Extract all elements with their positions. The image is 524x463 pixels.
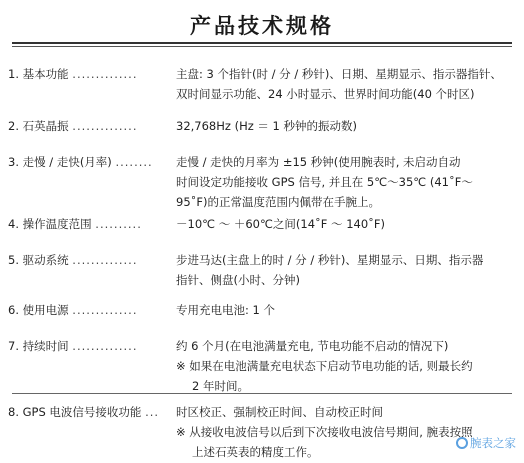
spec-value xyxy=(176,214,516,234)
title-rule-thin xyxy=(12,46,512,47)
title-rule-thick xyxy=(12,42,512,44)
spec-value-line: －10℃ ～ ＋60℃之间(14˚F ～ 140˚F) xyxy=(176,217,386,231)
spec-label: 3. 走慢 / 走快(月率) ........ xyxy=(8,155,153,169)
spec-label: 6. 使用电源 .............. xyxy=(8,303,138,317)
spec-value xyxy=(176,152,516,212)
spec-note-line: 上述石英表的精度工作。 xyxy=(192,445,319,459)
spec-value-line: 32,768Hz (Hz ＝ 1 秒钟的振动数) xyxy=(176,119,358,133)
spec-value-line: 时间设定功能接收 GPS 信号, 并且在 5℃～35℃ (41˚F～ xyxy=(176,175,473,189)
spec-value-line: 指针、侧盘(小时、分钟) xyxy=(176,273,300,287)
spec-value xyxy=(176,250,516,290)
watermark-text: 腕表之家 xyxy=(470,436,516,450)
page-title: 产品技术规格 xyxy=(190,14,334,38)
spec-value-line: 主盘: 3 个指针(时 / 分 / 秒针)、日期、星期显示、指示器指针、 xyxy=(176,67,502,81)
spec-note-line: ※ 从接收电波信号以后到下次接收电波信号期间, 腕表按照 xyxy=(176,425,473,439)
spec-note-line: 2 年时间。 xyxy=(192,379,249,393)
spec-value-line: 步进马达(主盘上的时 / 分 / 秒针)、星期显示、日期、指示器 xyxy=(176,253,484,267)
spec-label: 8. GPS 电波信号接收功能 ... xyxy=(8,405,160,419)
spec-value-line: 双时间显示功能、24 小时显示、世界时间功能(40 个时区) xyxy=(176,87,475,101)
spec-value-line: 专用充电电池: 1 个 xyxy=(176,303,276,317)
title-area xyxy=(0,0,524,52)
section-divider xyxy=(12,393,512,394)
spec-label: 2. 石英晶振 .............. xyxy=(8,119,138,133)
spec-value xyxy=(176,402,516,462)
spec-value xyxy=(176,116,516,136)
spec-value xyxy=(176,64,516,104)
spec-label: 7. 持续时间 .............. xyxy=(8,339,138,353)
spec-value-line: 走慢 / 走快的月率为 ±15 秒钟(使用腕表时, 未启动自动 xyxy=(176,155,461,169)
spec-value xyxy=(176,336,516,396)
watermark-logo-icon xyxy=(456,437,468,449)
spec-value xyxy=(176,300,516,320)
spec-value-line: 95˚F)的正常温度范围内佩带在手腕上。 xyxy=(176,195,380,209)
spec-label: 4. 操作温度范围 .......... xyxy=(8,217,142,231)
watermark xyxy=(456,435,516,451)
spec-value-line: 时区校正、强制校正时间、自动校正时间 xyxy=(176,405,383,419)
spec-label: 5. 驱动系统 .............. xyxy=(8,253,138,267)
spec-note-line: ※ 如果在电池满量充电状态下启动节电功能的话, 则最长约 xyxy=(176,359,473,373)
spec-value-line: 约 6 个月(在电池满量充电, 节电功能不启动的情况下) xyxy=(176,339,449,353)
spec-label: 1. 基本功能 .............. xyxy=(8,67,138,81)
